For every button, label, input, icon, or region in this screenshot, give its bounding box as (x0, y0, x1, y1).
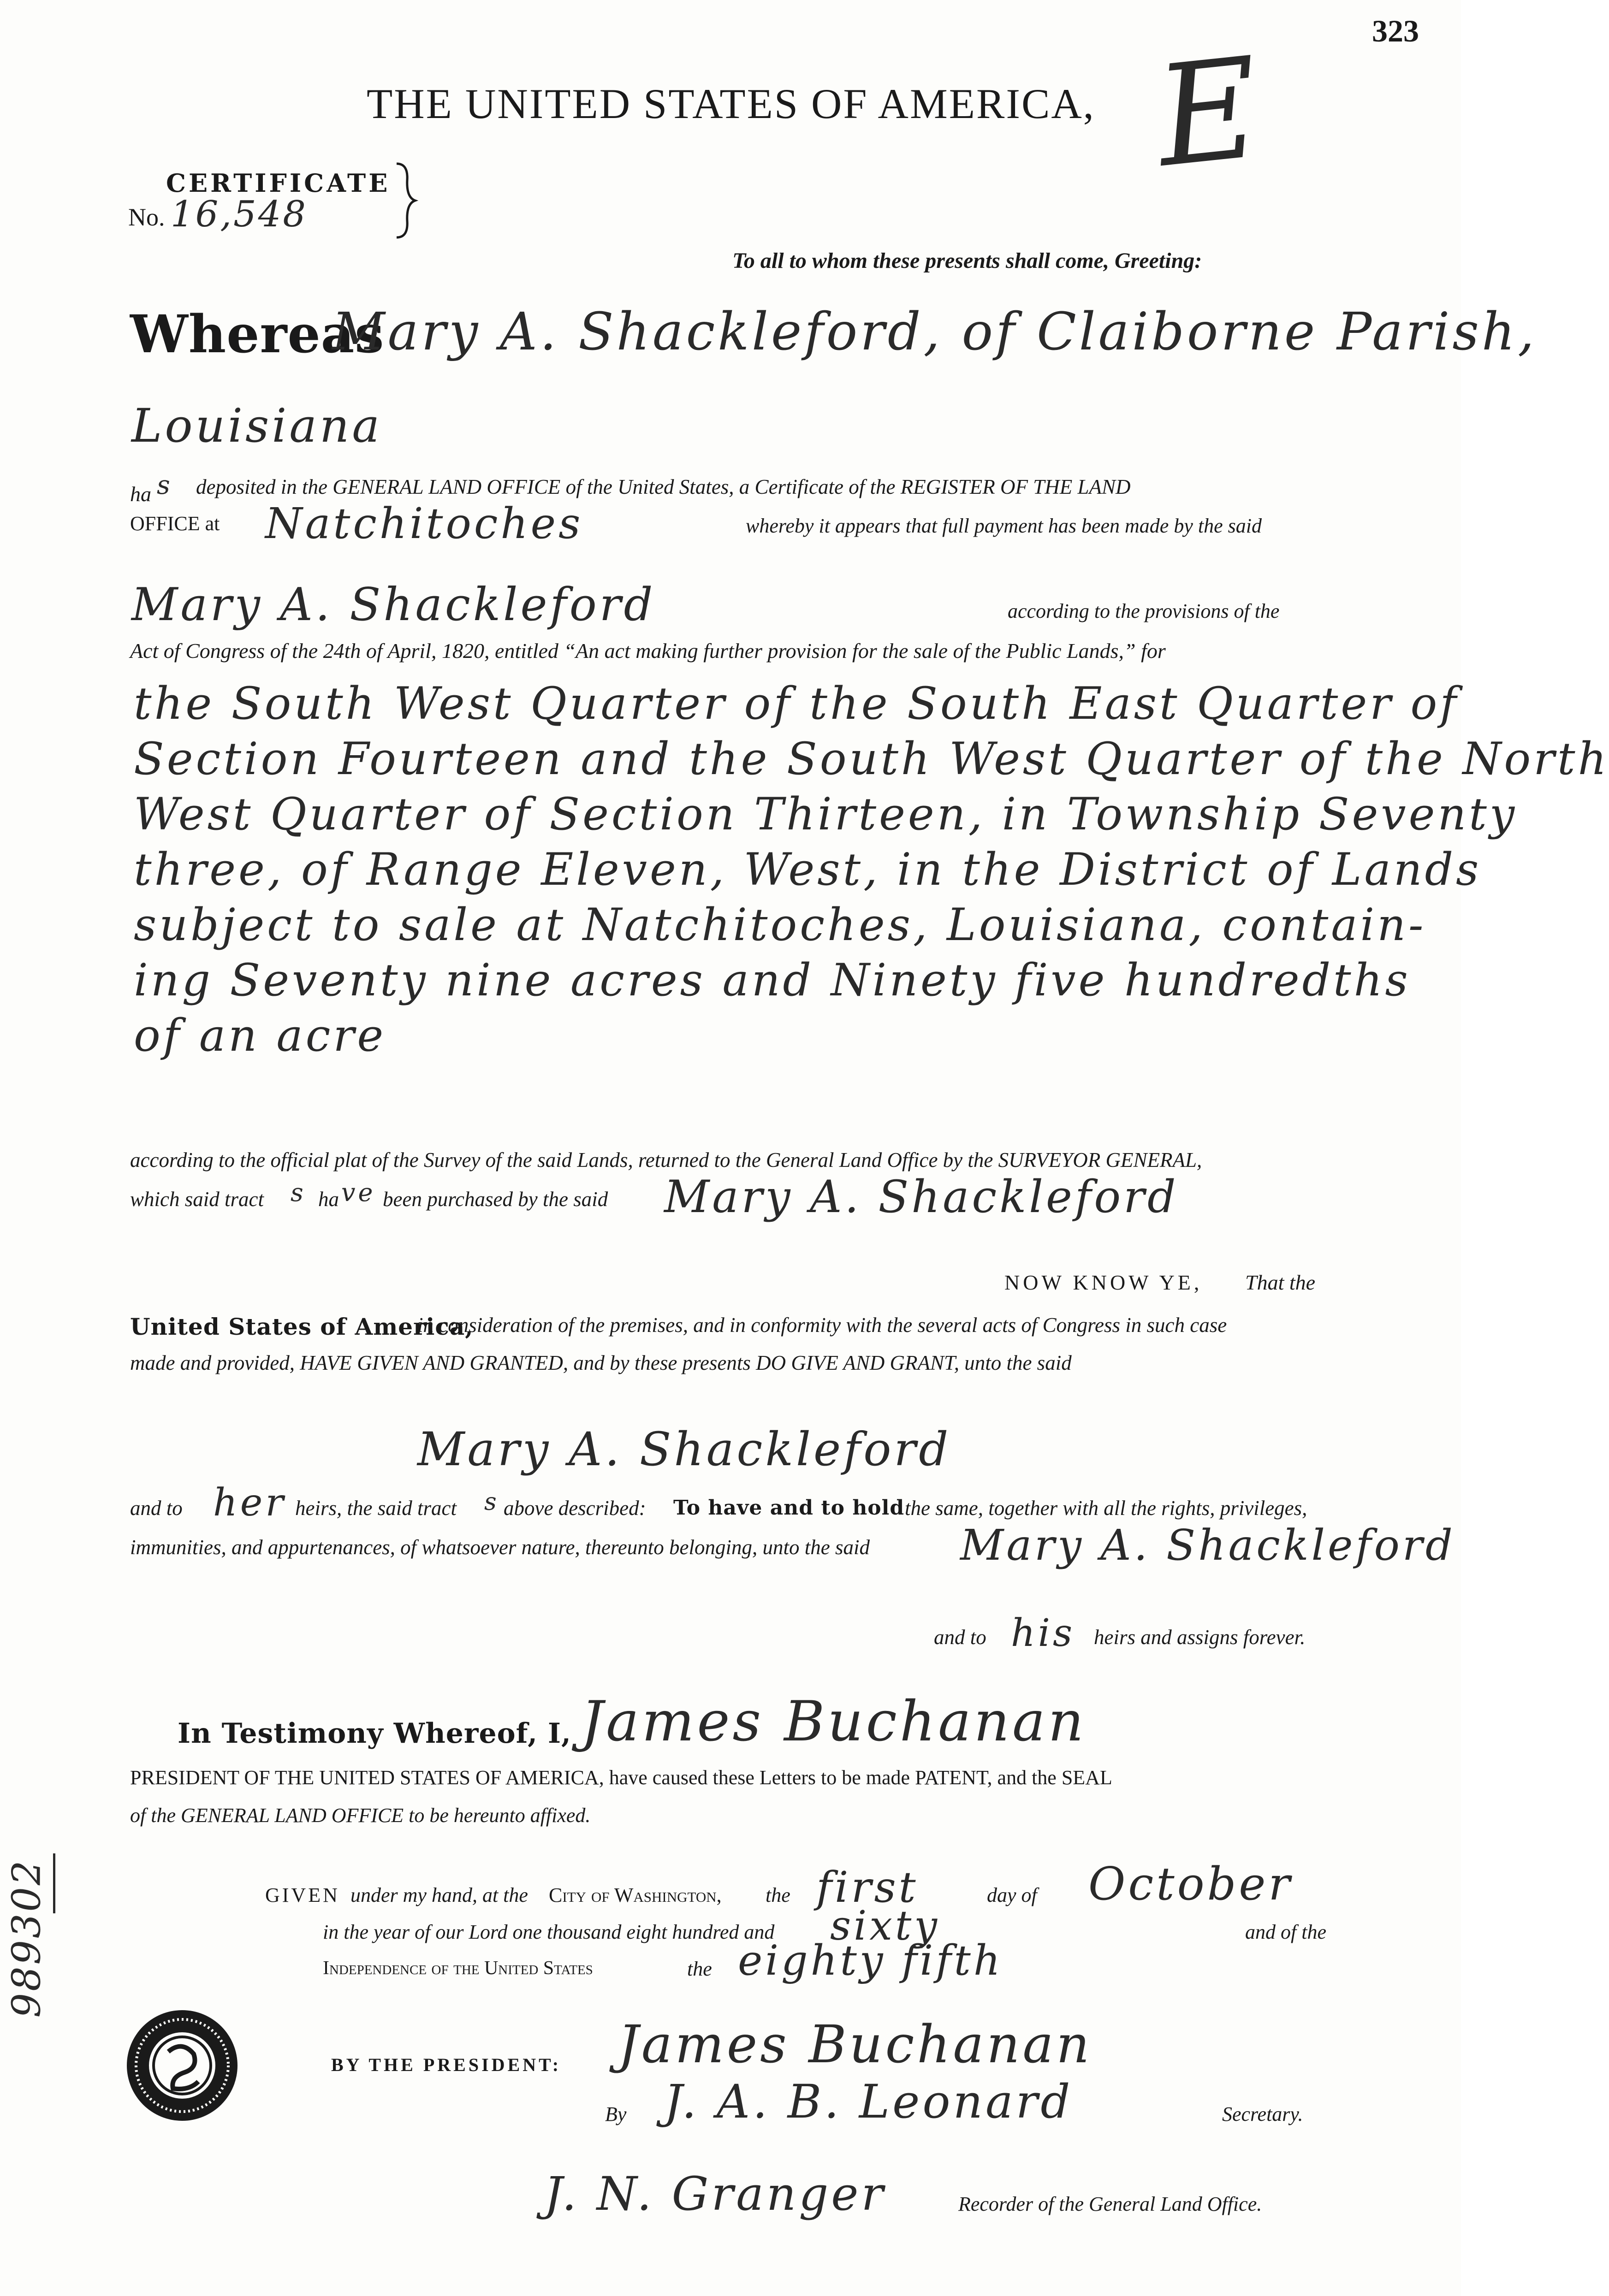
given-independence: Independence of the United States (323, 1958, 593, 1979)
given-under: under my hand, at the (350, 1884, 528, 1906)
recorder-label: Recorder of the General Land Office. (958, 2193, 1262, 2215)
heirs-and-to: and to (130, 1497, 183, 1520)
by-label: By (605, 2103, 627, 2125)
by-the-president: BY THE PRESIDENT: (331, 2054, 562, 2075)
know-ye-usa: United States of America, (130, 1313, 474, 1340)
heirs-above: above described: (504, 1497, 646, 1520)
act-line: Act of Congress of the 24th of April, 1820, entitled “An act making further provision for the sale of the Public Lands,” for (130, 639, 1166, 663)
given-day: first (816, 1863, 919, 1912)
heirs-and-to2: and to (934, 1626, 986, 1649)
know-ye-now: NOW KNOW YE, (1004, 1271, 1203, 1294)
know-ye-line2: made and provided, HAVE GIVEN AND GRANTED, and by these presents DO GIVE AND GRANT, unto the said (130, 1351, 1072, 1374)
secretary-signature: J. A. B. Leonard (664, 2075, 1073, 2129)
given-the: the (766, 1884, 790, 1906)
survey-tract-fill: s (291, 1178, 306, 1207)
heirs-to-have: To have and to hold (673, 1496, 905, 1520)
certificate-number: 16,548 (171, 194, 308, 235)
whereas-name-place: Mary A. Shackleford, of Claiborne Parish, (332, 302, 1537, 362)
testimony-line1: PRESIDENT OF THE UNITED STATES OF AMERICA, have caused these Letters to be made PATENT, and the SEAL (130, 1766, 1112, 1789)
survey-purchased: been purchased by the said (383, 1188, 608, 1211)
payer-name: Mary A. Shackleford (131, 579, 656, 631)
given-independence-year: eighty fifth (738, 1936, 1003, 1985)
given-and-of: and of the (1245, 1921, 1326, 1943)
president-signature: James Buchanan (618, 2015, 1092, 2075)
heirs-line2: immunities, and appurtenances, of whatsoever nature, thereunto belonging, unto the said (130, 1536, 870, 1559)
document-title: THE UNITED STATES OF AMERICA, (367, 80, 1095, 127)
secretary-label: Secretary. (1222, 2103, 1303, 2125)
given-year-line: in the year of our Lord one thousand eight hundred and (323, 1921, 775, 1943)
survey-line1: according to the official plat of the Survey of the said Lands, returned to the General Land Office by the SURVEYOR GENERAL, (130, 1148, 1202, 1172)
certificate-label: CERTIFICATE (166, 168, 391, 198)
given-year-word: sixty (830, 1902, 940, 1949)
whereas-state: Louisiana (131, 399, 382, 453)
margin-rule (53, 1853, 55, 1913)
deposit-whereby: whereby it appears that full payment has been made by the said (746, 515, 1262, 537)
description-line-6: ing Seventy nine acres and Ninety five hundredths (134, 954, 1411, 1006)
given-day-of: day of (987, 1884, 1037, 1906)
survey-which-said: which said tract (130, 1188, 264, 1211)
given-month: October (1088, 1858, 1293, 1911)
grantee-name: Mary A. Shackleford (417, 1422, 951, 1476)
margin-number: 989302 (4, 1858, 49, 2018)
deposit-line1: deposited in the GENERAL LAND OFFICE of the United States, a Certificate of the REGISTER OF THE LAND (196, 475, 1131, 498)
heirs-rest1: the same, together with all the rights, privileges, (905, 1497, 1307, 1520)
given-city: City of Washington, (549, 1884, 722, 1906)
certificate-no-label: No. (128, 203, 165, 231)
heirs-pronoun: her (213, 1481, 286, 1525)
description-line-7: of an acre (134, 1010, 386, 1061)
survey-have: ha (318, 1188, 339, 1211)
know-ye-consideration: in consideration of the premises, and in conformity with the several acts of Congress in such case (417, 1314, 1227, 1337)
testimony-line2: of the GENERAL LAND OFFICE to be hereunto affixed. (130, 1804, 591, 1827)
testimony-president-name: James Buchanan (581, 1690, 1087, 1754)
general-land-office-seal (125, 2008, 240, 2123)
heirs-assigns: heirs and assigns forever. (1094, 1626, 1306, 1649)
heirs-pronoun2: his (1011, 1611, 1075, 1655)
payer-provisions: according to the provisions of the (1008, 600, 1280, 622)
description-line-1: the South West Quarter of the South East Quarter of (134, 678, 1459, 729)
whereas-word: Whereas (130, 304, 385, 365)
testimony-heading: In Testimony Whereof, I, (178, 1717, 571, 1750)
deposit-ha-fill: s (157, 470, 173, 500)
description-line-3: West Quarter of Section Thirteen, in Township Seventy (134, 788, 1518, 840)
deposit-office-place: Natchitoches (265, 499, 583, 548)
heirs-tract-fill: s (484, 1488, 499, 1516)
recorder-signature: J. N. Granger (544, 2167, 886, 2221)
description-line-2: Section Fourteen and the South West Quarter of the North (134, 733, 1609, 785)
greeting: To all to whom these presents shall come, Greeting: (732, 249, 1202, 273)
know-ye-that-the: That the (1245, 1271, 1316, 1294)
page-number: 323 (1372, 13, 1419, 48)
description-line-4: three, of Range Eleven, West, in the District of Lands (134, 844, 1482, 895)
deposit-office-at: OFFICE at (130, 512, 220, 535)
corner-mark: E (1149, 27, 1267, 198)
survey-purchaser: Mary A. Shackleford (664, 1171, 1179, 1223)
heirs-text: heirs, the said tract (295, 1497, 457, 1520)
deposit-ha: ha (130, 482, 151, 506)
heirs-name2: Mary A. Shackleford (960, 1521, 1455, 1570)
given-the2: the (687, 1958, 712, 1980)
given-word: GIVEN (265, 1884, 340, 1906)
description-line-5: subject to sale at Natchitoches, Louisiana, contain- (134, 899, 1426, 951)
certificate-brace (394, 161, 417, 240)
survey-have-fill: ve (341, 1178, 376, 1207)
